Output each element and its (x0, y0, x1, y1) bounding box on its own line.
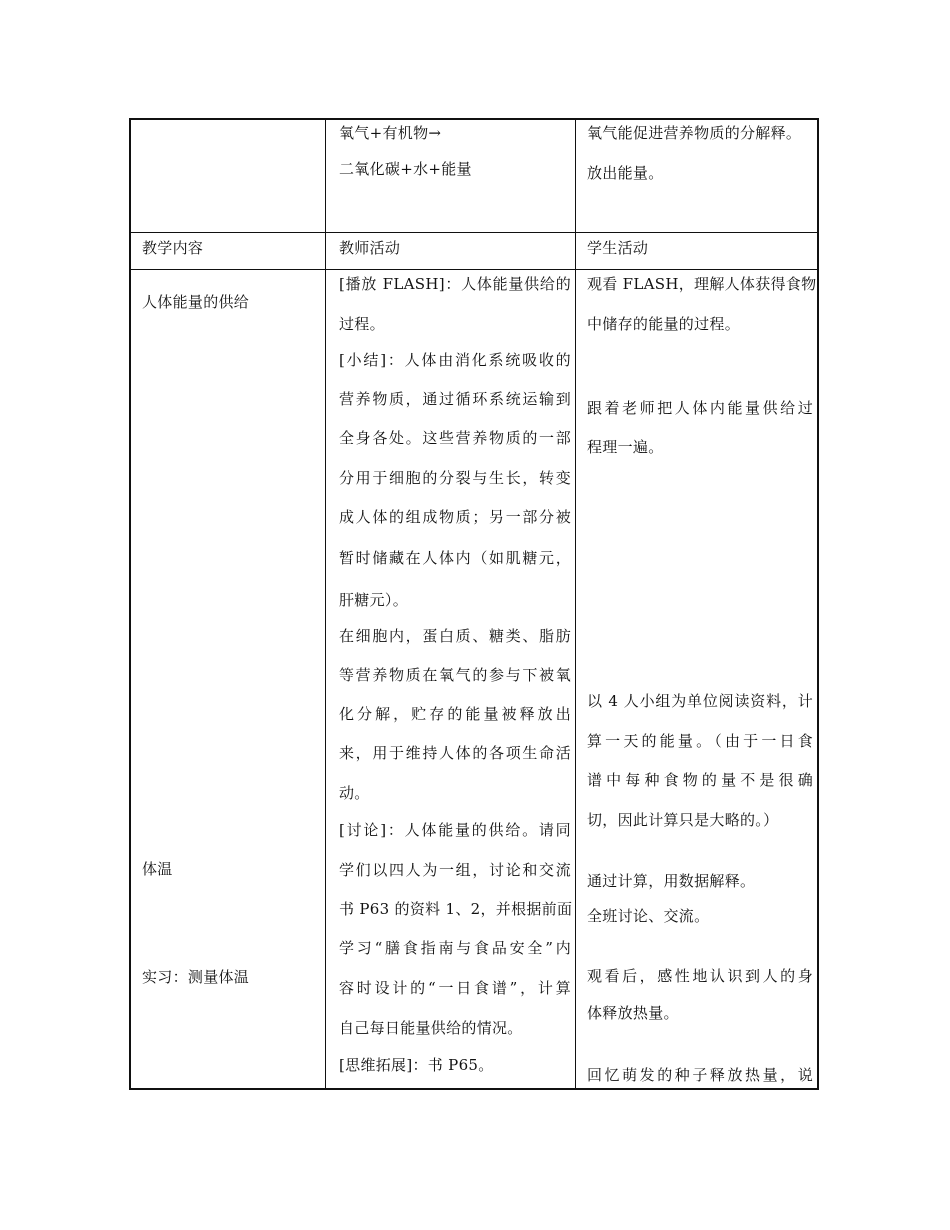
teacher-line: [小结]：人体由消化系统吸收的 (339, 351, 571, 369)
topic-energy-supply: 人体能量的供给 (142, 293, 250, 311)
header-content: 教学内容 (142, 239, 204, 257)
teacher-line: 容时设计的“一日食谱”，计算 (339, 979, 571, 997)
teacher-line: 过程。 (339, 315, 385, 333)
teacher-line: [讨论]：人体能量的供给。请同 (339, 821, 571, 839)
teacher-line: 学习“膳食指南与食品安全”内 (339, 939, 571, 957)
teacher-line: 全身各处。这些营养物质的一部 (339, 429, 571, 447)
column-divider-2 (575, 120, 576, 1088)
teacher-line: [播放 FLASH]：人体能量供给的 (339, 275, 571, 293)
teacher-line: 营养物质，通过循环系统运输到 (339, 390, 571, 408)
teacher-line: 书 P63 的资料 1、2，并根据前面 (339, 900, 573, 918)
teacher-line: 动。 (339, 784, 370, 802)
student-line: 切，因此计算只是大略的。） (587, 811, 779, 829)
student-line: 谱中每种食物的量不是很确 (587, 771, 813, 789)
student-line: 程理一遍。 (587, 438, 664, 456)
teacher-line: 来，用于维持人体的各项生命活 (339, 744, 571, 762)
header-student: 学生活动 (587, 239, 649, 257)
row-divider-2 (131, 269, 817, 270)
teacher-line: 自己每日能量供给的情况。 (339, 1019, 523, 1037)
teacher-line: 等营养物质在氧气的参与下被氧 (339, 666, 571, 684)
student-line: 回忆萌发的种子释放热量，说 (587, 1066, 813, 1084)
student-line: 观看后，感性地认识到人的身 (587, 967, 813, 985)
lesson-plan-table (129, 118, 819, 1090)
teacher-line: 分用于细胞的分裂与生长，转变 (339, 469, 571, 487)
student-line: 跟着老师把人体内能量供给过 (587, 399, 813, 417)
teacher-line: 化分解，贮存的能量被释放出 (339, 705, 571, 723)
student-line: 全班讨论、交流。 (587, 907, 710, 925)
top-teacher-line-2: 二氧化碳+水+能量 (339, 160, 472, 178)
top-teacher-line-1: 氧气+有机物→ (339, 124, 442, 142)
student-line: 体释放热量。 (587, 1004, 679, 1022)
teacher-line: 在细胞内，蛋白质、糖类、脂肪 (339, 627, 571, 645)
student-line: 中储存的能量的过程。 (587, 315, 741, 333)
header-teacher: 教师活动 (339, 239, 401, 257)
teacher-line: 暂时储藏在人体内（如肌糖元， (339, 549, 571, 567)
student-line: 算一天的能量。（由于一日食 (587, 732, 813, 750)
topic-body-temperature: 体温 (142, 860, 173, 878)
student-line: 观看 FLASH，理解人体获得食物 (587, 275, 817, 293)
teacher-line: 肝糖元）。 (339, 591, 409, 609)
top-student-line-2: 放出能量。 (587, 164, 664, 182)
teacher-line: 学们以四人为一组，讨论和交流 (339, 861, 571, 879)
row-divider-1 (131, 232, 817, 233)
teacher-line: [思维拓展]：书 P65。 (339, 1056, 494, 1074)
column-divider-1 (325, 120, 326, 1088)
student-line: 通过计算，用数据解释。 (587, 872, 756, 890)
student-line: 以 4 人小组为单位阅读资料，计 (587, 692, 813, 710)
top-student-line-1: 氧气能促进营养物质的分解释。 (587, 124, 802, 142)
topic-practice-measure-temperature: 实习：测量体温 (142, 968, 250, 986)
teacher-line: 成人体的组成物质；另一部分被 (339, 508, 571, 526)
